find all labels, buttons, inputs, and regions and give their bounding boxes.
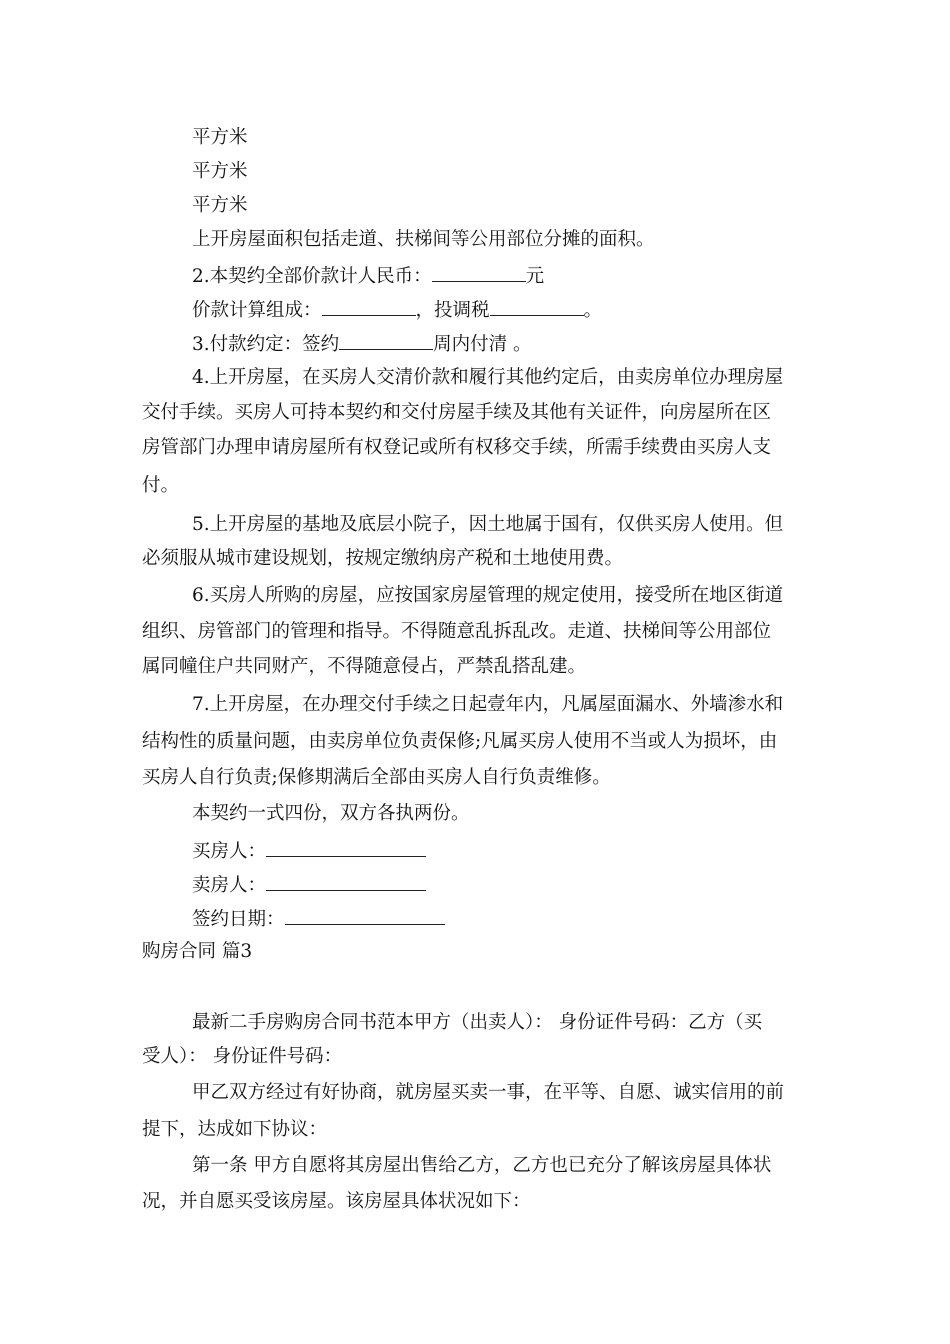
clause-7-line: 买房人自行负责;保修期满后全部由买房人自行负责维修。 bbox=[142, 767, 611, 788]
price-composition-line bbox=[192, 297, 602, 321]
clause-7-line: 结构性的质量问题，由卖房单位负责保修;凡属买房人使用不当或人为损坏，由 bbox=[142, 731, 778, 752]
clause-4-line: 交付手续。买房人可持本契约和交付房屋手续及其他有关证件，向房屋所在区 bbox=[142, 402, 772, 423]
clause-6-line: 属同幢住户共同财产，不得随意侵占，严禁乱搭乱建。 bbox=[142, 656, 587, 677]
clause-6-line: 6.买房人所购的房屋，应按国家房屋管理的规定使用，接受所在地区街道 bbox=[192, 585, 784, 606]
agreement-line: 甲乙双方经过有好协商，就房屋买卖一事，在平等、自愿、诚实信用的前 bbox=[192, 1082, 785, 1103]
payment-suffix: 周内付清 。 bbox=[433, 334, 532, 355]
clause-4-line: 付。 bbox=[142, 475, 180, 496]
buyer-signature-line bbox=[192, 838, 426, 862]
contract-intro-line: 最新二手房购房合同书范本甲方（出卖人）： 身份证件号码：乙方（买 bbox=[192, 1012, 763, 1033]
article-1-line: 况，并自愿买受该房屋。该房屋具体状况如下： bbox=[142, 1191, 531, 1212]
seller-label: 卖房人： bbox=[192, 875, 267, 896]
clause-4-line: 房管部门办理申请房屋所有权登记或所有权移交手续，所需手续费由买房人支 bbox=[142, 437, 772, 458]
composition-label: 价款计算组成： bbox=[192, 300, 322, 321]
price-blank bbox=[432, 263, 526, 282]
payment-line bbox=[192, 331, 532, 355]
buyer-blank bbox=[266, 838, 426, 857]
payment-blank bbox=[339, 331, 433, 350]
clause-5-line: 必须服从城市建设规划，按规定缴纳房产税和土地使用费。 bbox=[142, 548, 624, 569]
text-line: 平方米 bbox=[192, 195, 248, 216]
section-heading: 购房合同 篇3 bbox=[142, 941, 253, 962]
clause-7-line: 7.上开房屋，在办理交付手续之日起壹年内，凡属屋面漏水、外墙渗水和 bbox=[192, 694, 784, 715]
seller-signature-line bbox=[192, 872, 426, 896]
composition-blank bbox=[322, 297, 416, 316]
clause-6-line: 组织、房管部门的管理和指导。不得随意乱拆乱改。走道、扶梯间等公用部位 bbox=[142, 621, 772, 642]
text-line: 平方米 bbox=[192, 161, 248, 182]
seller-blank bbox=[266, 872, 426, 891]
date-blank bbox=[285, 906, 445, 925]
article-1-line: 第一条 甲方自愿将其房屋出售给乙方，乙方也已充分了解该房屋具体状 bbox=[192, 1155, 772, 1176]
clause-5-line: 5.上开房屋的基地及底层小院子，因土地属于国有，仅供买房人使用。但 bbox=[192, 514, 784, 535]
price-label: 2.本契约全部价款计人民币： bbox=[192, 266, 432, 287]
text-line: 上开房屋面积包括走道、扶梯间等公用部位分摊的面积。 bbox=[192, 229, 655, 250]
clause-4-line: 4.上开房屋，在买房人交清价款和履行其他约定后，由卖房单位办理房屋 bbox=[192, 367, 784, 388]
copies-line: 本契约一式四份，双方各执两份。 bbox=[192, 803, 470, 824]
price-unit: 元 bbox=[525, 266, 545, 287]
contract-intro-line: 受人）： 身份证件号码： bbox=[142, 1046, 343, 1067]
text-line: 平方米 bbox=[192, 127, 248, 148]
payment-label: 3.付款约定：签约 bbox=[192, 334, 340, 355]
tax-blank bbox=[490, 297, 584, 316]
date-signature-line bbox=[192, 906, 445, 930]
date-label: 签约日期： bbox=[192, 909, 285, 930]
tax-label: ，投调税 bbox=[415, 300, 490, 321]
price-line bbox=[192, 263, 544, 287]
buyer-label: 买房人： bbox=[192, 841, 267, 862]
agreement-line: 提下，达成如下协议： bbox=[142, 1119, 328, 1140]
period: 。 bbox=[583, 300, 603, 321]
